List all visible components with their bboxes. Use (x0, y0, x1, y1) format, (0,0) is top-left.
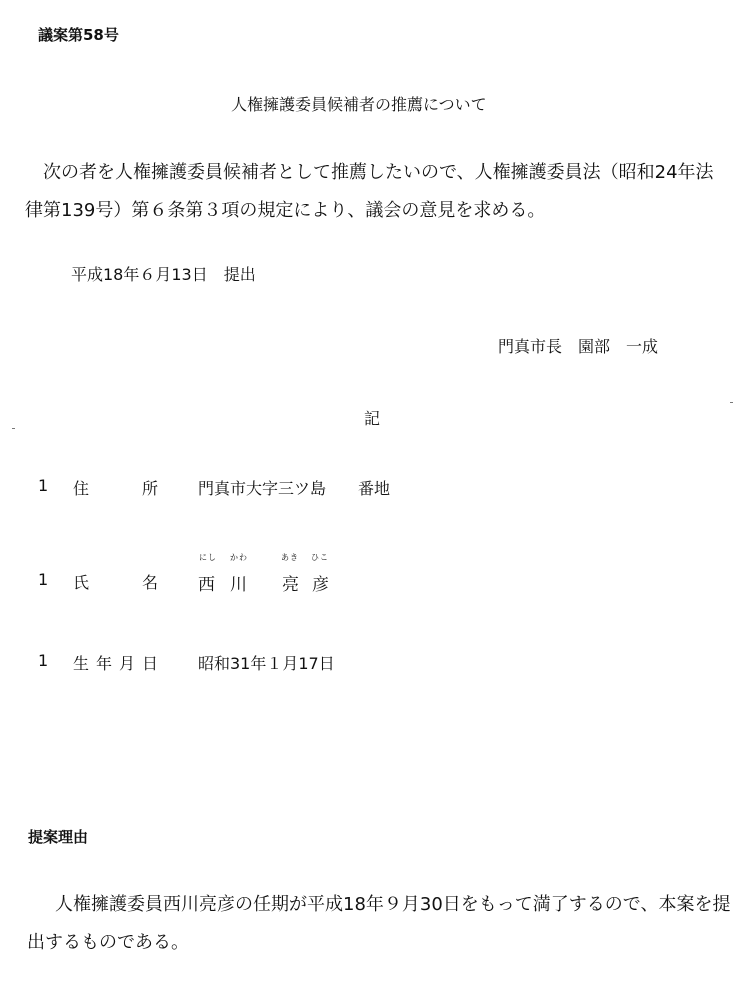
reason-heading: 提案理由 (28, 828, 89, 846)
birthdate-item-number: 1 (38, 651, 49, 670)
birthdate-label-char-3: 月 (119, 654, 136, 673)
request-paragraph-line-2: 律第139号）第６条第３項の規定により、議会の意見を求める。 (25, 200, 546, 221)
name-kanji-4: 彦 (312, 575, 329, 595)
bill-number: 議案第58号 (38, 26, 119, 44)
document-title: 人権擁護委員候補者の推薦について (231, 95, 487, 114)
address-label-char-2: 所 (142, 479, 159, 498)
address-item-number: 1 (38, 476, 49, 495)
name-kanji-3: 亮 (282, 575, 299, 595)
birthdate-label-char-1: 生 (73, 654, 90, 673)
name-label-char-1: 氏 (73, 573, 90, 592)
name-ruby-1: にし (199, 553, 217, 562)
signatory: 門真市長 園部 一成 (498, 337, 659, 356)
request-paragraph-line-1: 次の者を人権擁護委員候補者として推薦したいので、人権擁護委員法（昭和24年法 (43, 162, 714, 183)
submission-date: 平成18年６月13日 提出 (71, 265, 256, 284)
name-ruby-2: かわ (230, 553, 248, 562)
reason-paragraph-line-2: 出するものである。 (27, 932, 189, 953)
name-item-number: 1 (38, 570, 49, 589)
reason-paragraph-line-1: 人権擁護委員西川亮彦の任期が平成18年９月30日をもって満了するので、本案を提 (55, 894, 731, 915)
request-paragraph (25, 154, 725, 230)
name-kanji-1: 西 (198, 575, 215, 595)
name-label-char-2: 名 (142, 573, 159, 592)
address-value: 門真市大字三ツ島 番地 (198, 479, 391, 498)
ki-heading: 記 (364, 409, 381, 428)
reason-paragraph (25, 886, 731, 962)
address-label-char-1: 住 (73, 479, 90, 498)
birthdate-label-char-2: 年 (96, 654, 113, 673)
scan-speck (12, 428, 15, 429)
scan-speck (730, 402, 733, 403)
name-ruby-4: ひこ (311, 553, 329, 562)
name-ruby-3: あき (281, 553, 299, 562)
birthdate-label-char-4: 日 (142, 654, 159, 673)
birthdate-value: 昭和31年１月17日 (198, 654, 335, 673)
name-kanji-2: 川 (230, 575, 247, 595)
